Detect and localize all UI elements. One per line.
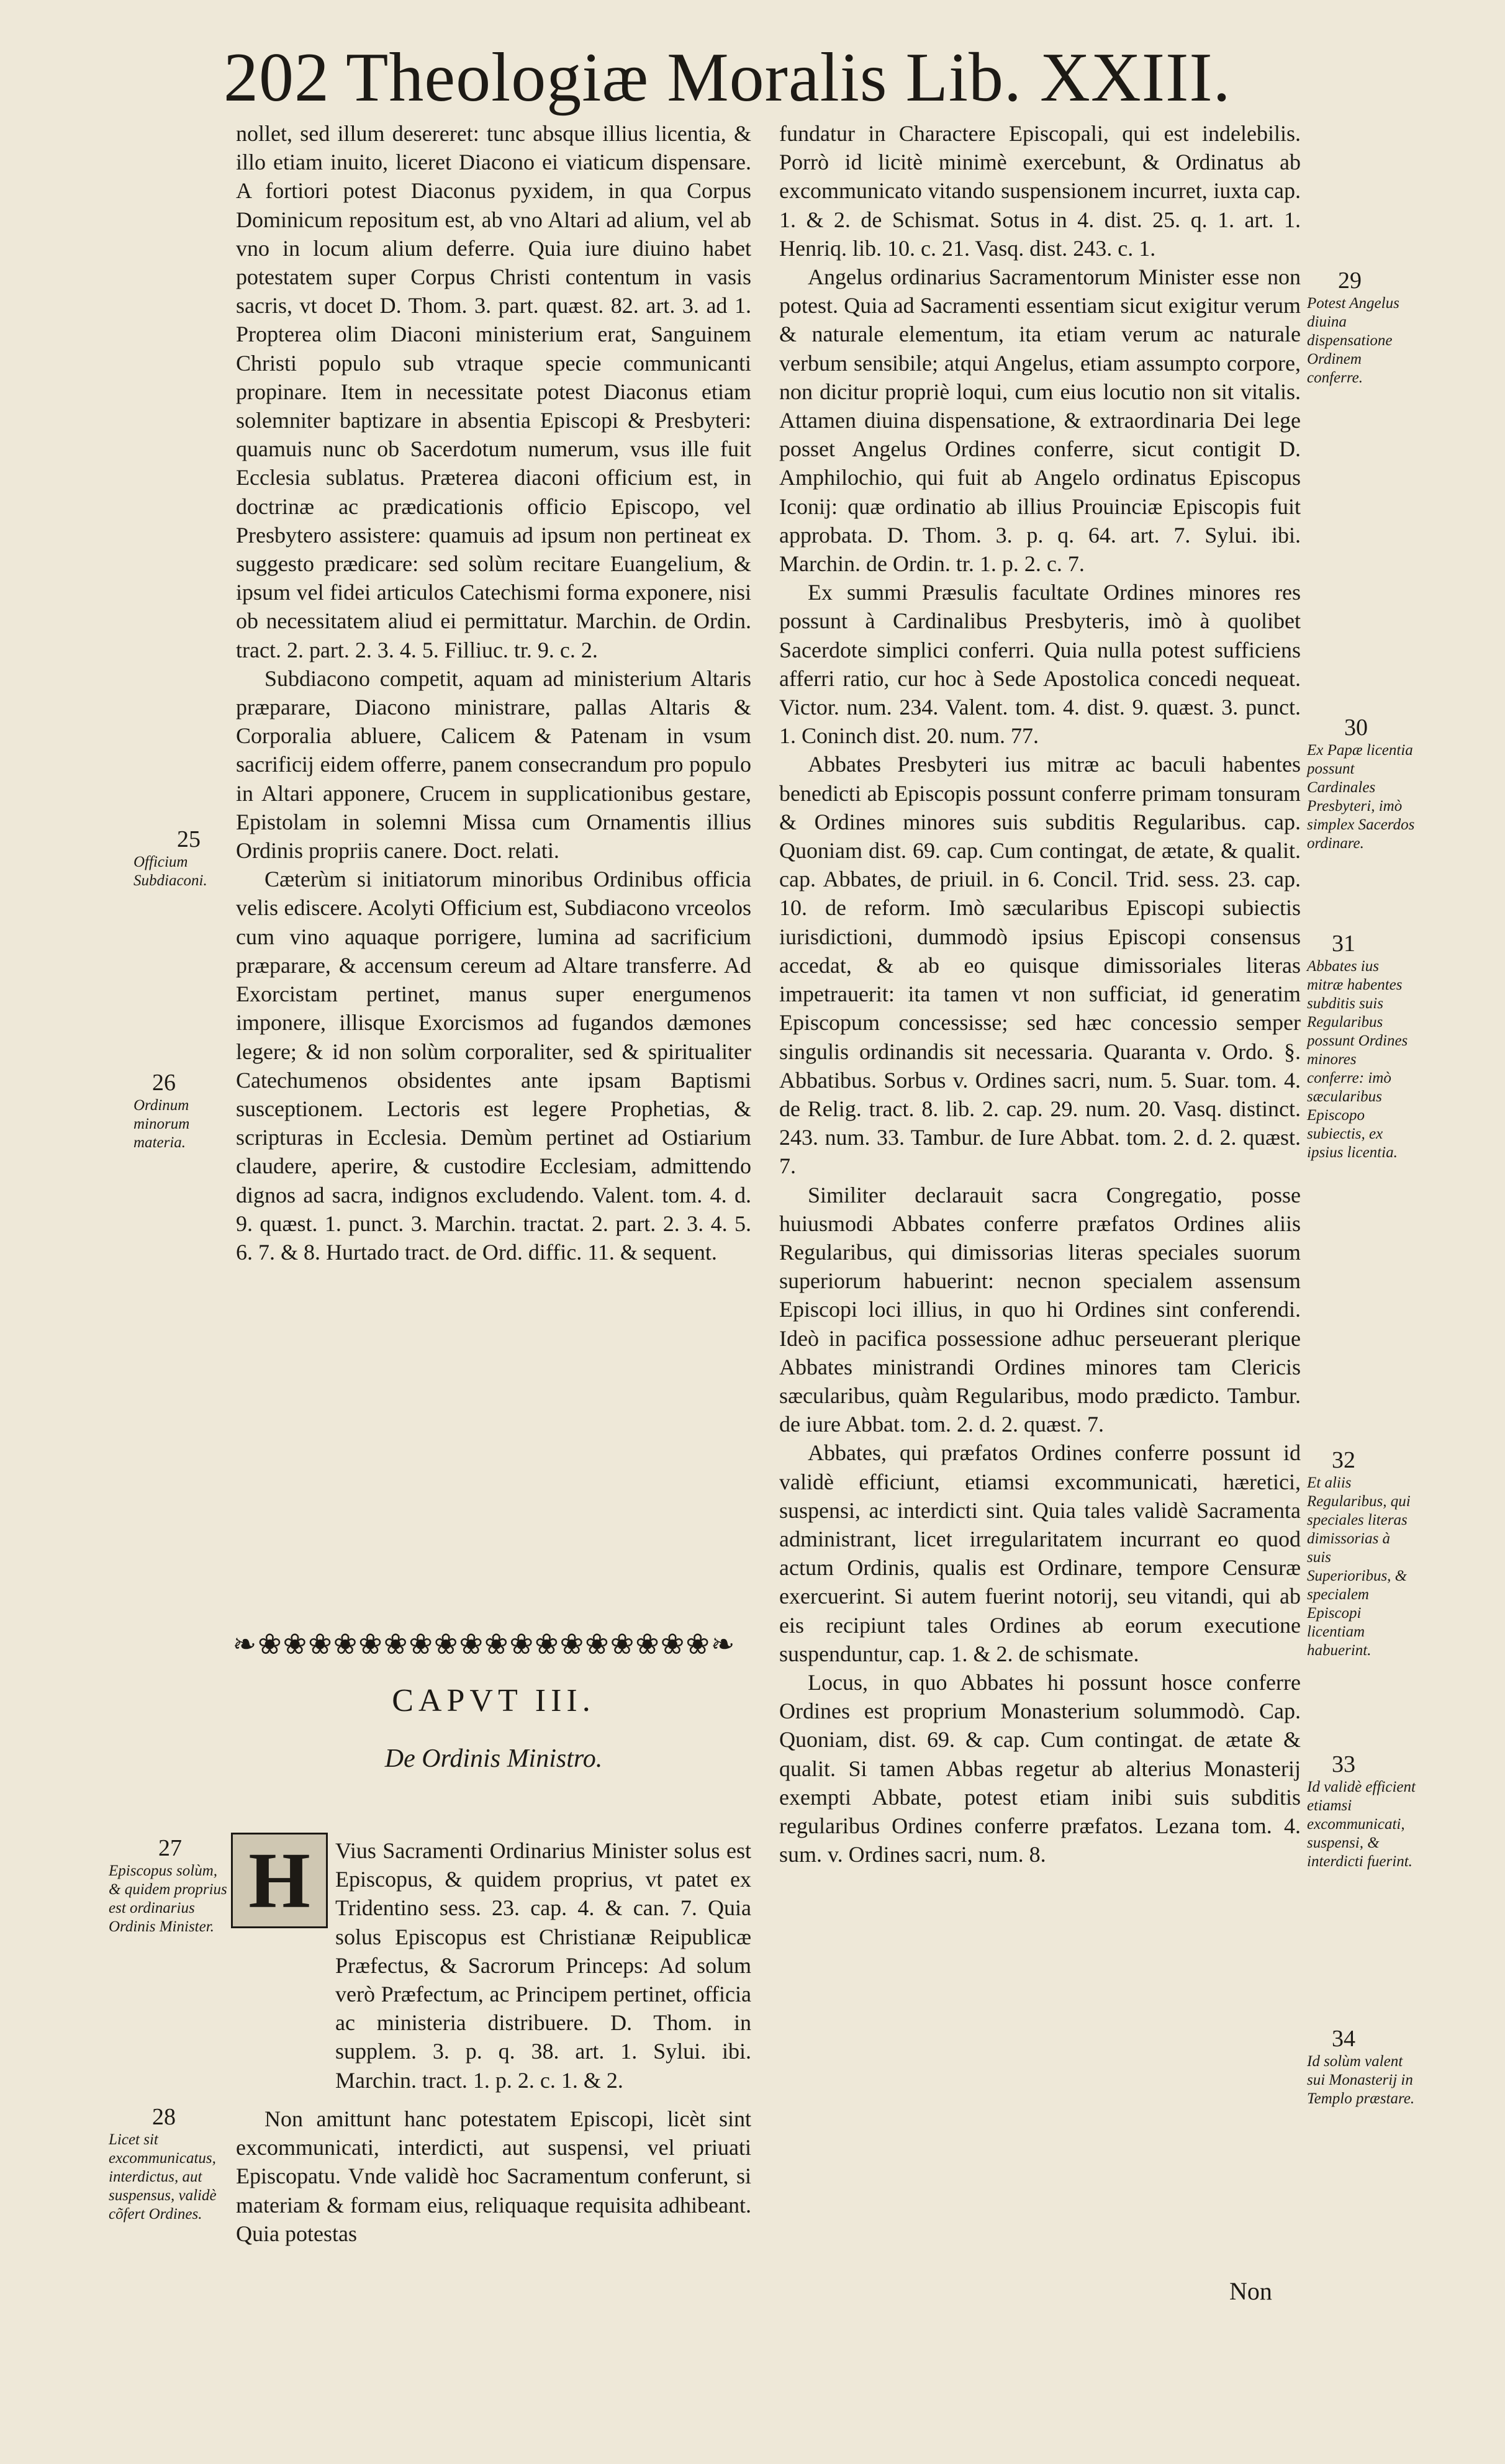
margin-note-32 [1307, 1446, 1416, 1660]
margin-note-34 [1307, 2025, 1416, 2108]
section-number: 25 [177, 826, 201, 852]
section-number: 34 [1332, 2026, 1355, 2052]
margin-note-text: Id validè efficient etiamsi excommunicati, suspensi, & interdicti fuerint. [1307, 1779, 1416, 1870]
margin-note-text: Ordinum minorum materia. [133, 1097, 190, 1151]
margin-note-text: Episcopus solùm, & quidem proprius est ordinarius Ordinis Minister. [109, 1862, 227, 1935]
paragraph-34: Locus, in quo Abbates hi possunt hosce conferre Ordines est proprium Monasterium solummodò. Cap. Quoniam, dist. 69. & cap. Cum contingat. de ætate & qualit. Si tamen Abbas regetur ab alterius Monasterij exempti Abbate, potest etiam inibi suis subditis regularibus Ordines conferre præfatos. Lezana tom. 4. sum. v. Ordines sacri, num. 8. [779, 1669, 1301, 1867]
section-number: 33 [1332, 1751, 1355, 1777]
margin-note-25 [133, 826, 233, 890]
paragraph-28 [236, 2105, 751, 2248]
margin-note-27 [109, 1834, 233, 1936]
margin-note-text: Potest Angelus diuina dispensatione Ordinem conferre. [1307, 295, 1399, 386]
paragraph-33: Abbates, qui præfatos Ordines conferre possunt id validè efficiunt, etiamsi excommunicati, hæretici, suspensi, ac interdicti sint. Quia tales validè Sacramenta administrant, licet irregularitatem incurrant eo quod actum Ordinis, qualis est Ordinare, tempore Censuræ exercuerint. Si autem fuerint notorij, seu vitandi, qui ab eis recipiunt tales Ordines ab eorum executione suspenduntur, cap. 1. & 2. de schismate. [779, 1440, 1301, 1666]
left-text-column [236, 119, 751, 1266]
decorative-ornament-row: ❧❀❀❀❀❀❀❀❀❀❀❀❀❀❀❀❀❀❀❧ [232, 1627, 736, 1661]
margin-note-text: Et aliis Regularibus, qui speciales literas dimissorias à suis Superioribus, & specialem Episcopi licentiam habuerint. [1307, 1474, 1411, 1659]
catchword: Non [1229, 2277, 1272, 2305]
margin-note-text: Licet sit excommunicatus, interdictus, aut suspensus, validè cõfert Ordines. [109, 2131, 217, 2223]
margin-note-28 [109, 2103, 233, 2224]
page-number: 202 [224, 39, 330, 116]
margin-note-26 [133, 1069, 233, 1152]
margin-note-30 [1307, 714, 1416, 853]
section-number: 30 [1344, 715, 1368, 741]
section-number: 28 [152, 2104, 176, 2130]
paragraph-29: Angelus ordinarius Sacramentorum Minister esse non potest. Quia ad Sacramenti essentiam sicut exigitur verum & naturale elementum, ita etiam verum ac naturale verbum sensibile; atqui Angelus, etiam assumpto corpore, non dicitur propriè loqui, cum eius locutio non sit vitalis. Attamen diuina dispensatione, & extraordinaria Dei lege posset Angelus Ordines conferre, sicut contigit D. Amphilochio, qui fuit ab Angelo ordinatus Episcopus Iconij: quæ ordinatio ab illius Prouinciæ Episcopis fuit approbata. D. Thom. 3. p. q. 64. art. 7. Sylui. ibi. Marchin. de Ordin. tr. 1. p. 2. c. 7. [779, 264, 1301, 577]
margin-note-29 [1307, 267, 1416, 387]
section-number: 31 [1332, 931, 1355, 957]
margin-note-31 [1307, 930, 1416, 1162]
paragraph-25: Subdiacono competit, aquam ad ministerium Altaris præparare, Diacono ministrare, pallas Altaris & Corporalia abluere, Calicem & Patenam in vsum sacrificij eidem offerre, panem consecrandum pro populo in Altari apponere, Crucem in supplicationibus gestare, Epistolam in solemni Missa cum Ornamentis illius Ordinis propriis canere. Doct. relati. [236, 666, 751, 864]
paragraph-28-text: Non amittunt hanc potestatem Episcopi, licèt sint excommunicati, interdicti, aut suspensi, vel priuati Episcopatu. Vnde validè hoc Sacramentum conferunt, si materiam & formam eius, reliquaque requisita adhibeant. Quia potestas [236, 2106, 751, 2246]
dropcap-initial: H [231, 1833, 328, 1928]
running-header [224, 37, 1279, 118]
section-number: 27 [158, 1835, 182, 1861]
margin-note-text: Officium Subdiaconi. [133, 854, 207, 889]
margin-note-text: Id solùm valent sui Monasterij in Templo præstare. [1307, 2053, 1415, 2107]
chapter-subtitle: De Ordinis Ministro. [384, 1744, 603, 1773]
paragraph-30: Ex summi Præsulis facultate Ordines minores res possunt à Cardinalibus Presbyteris, imò à quolibet Sacerdote simplici conferri. Quia nulla potest sufficiens afferri ratio, cur hoc à Sede Apostolica concedi nequeat. Victor. num. 234. Valent. tom. 4. dist. 9. quæst. 3. punct. 1. Coninch dist. 20. num. 77. [779, 580, 1301, 749]
paragraph-27-text: Vius Sacramenti Ordinarius Minister solus est Episcopus, & quidem proprius, vt patet ex Tridentino sess. 23. cap. 4. & can. 7. Quia solus Episcopus est Christianæ Reipublicæ Præfectus, & Sacrorum Princeps: Ad solum verò Præfectum, ac Principem pertinet, officia ac ministeria distribuere. D. Thom. in supplem. 3. p. q. 38. art. 1. Sylui. ibi. Marchin. tract. 1. p. 2. c. 1. & 2. [335, 1838, 751, 2093]
margin-note-text: Abbates ius mitræ habentes subditis suis Regularibus possunt Ordines minores conferre: imò sæcularibus Episcopo subiectis, ex ipsius licentia. [1307, 958, 1408, 1161]
right-text-column [779, 119, 1301, 1869]
paragraph-26: Cæterùm si initiatorum minoribus Ordinibus officia velis ediscere. Acolyti Officium est, Subdiacono vrceolos cum vino aquaque porrigere, lumina ad sacrificium præparare, & accensum cereum ad Altare transferre. Ad Exorcistam pertinet, manus super energumenos imponere, illisque Exorcismos ad fugandos dæmones legere; & id non solùm corporaliter, sed & spiritualiter Catechumenos obsidentes ante ipsam Baptismi susceptionem. Lectoris est legere Prophetias, & scripturas in Ecclesia. Demùm pertinet ad Ostiarium claudere, aperire, & custodire Ecclesiam, admittendo dignos ad sacra, indignos excludendo. Valent. tom. 4. d. 9. quæst. 1. punct. 3. Marchin. tractat. 2. part. 2. 3. 4. 5. 6. 7. & 8. Hurtado tract. de Ord. diffic. 11. & sequent. [236, 867, 751, 1265]
paragraph-32: Similiter declarauit sacra Congregatio, posse huiusmodi Abbates conferre præfatos Ordines aliis Regularibus, qui dimissorias literas speciales suorum superiorum habuerint: necnon specialem assensum Episcopi loci illius, in quo hi Ordines sint conferendi. Ideò in pacifica possessione adhuc perseuerant plerique Abbates ministrandi Ordines minores tam Clericis sæcularibus, quàm Regularibus, modo prædicto. Tambur. de iure Abbat. tom. 2. d. 2. quæst. 7. [779, 1182, 1301, 1437]
section-number: 26 [152, 1070, 176, 1096]
chapter-title: CAPVT III. [392, 1683, 595, 1718]
margin-note-text: Ex Papæ licentia possunt Cardinales Presbyteri, imò simplex Sacerdos ordinare. [1307, 742, 1415, 852]
paragraph-28-continued: fundatur in Charactere Episcopali, qui est indelebilis. Porrò id licitè minimè exercebunt, & Ordinatus ab excommunicato vitando suspensionem incurret, iuxta cap. 1. & 2. de Schismat. Sotus in 4. dist. 25. q. 1. art. 1. Henriq. lib. 10. c. 21. Vasq. dist. 243. c. 1. [779, 121, 1301, 261]
running-title: Theologiæ Moralis Lib. XXIII. [346, 39, 1231, 116]
paragraph-31: Abbates Presbyteri ius mitræ ac baculi habentes benedicti ab Episcopis possunt conferre primam tonsuram & Ordines minores suis subditis Regularibus. cap. Quoniam dist. 69. cap. Cum contingat, de ætate, & qualit. cap. Abbates, de priuil. in 6. Concil. Trid. sess. 23. cap. 10. de reform. Imò sæcularibus Episcopi subiectis iurisdictioni, dummodò ipsius Episcopi consensus accedat, & ab eo quisque dimissoriales literas impetrauerit: ita tamen vt non sufficiat, id generatim Episcopum concessisse; sed hæc concessio semper singulis ordinandis sit necessaria. Quaranta v. Ordo. §. Abbatibus. Sorbus v. Ordines sacri, num. 5. Suar. tom. 4. de Relig. tract. 8. lib. 2. cap. 29. num. 20. Vasq. distinct. 243. num. 33. Tambur. de Iure Abbat. tom. 2. d. 2. quæst. 7. [779, 752, 1301, 1179]
section-number: 32 [1332, 1447, 1355, 1473]
paragraph-27 [335, 1836, 751, 2093]
section-number: 29 [1338, 268, 1362, 294]
margin-note-33 [1307, 1751, 1416, 1871]
paragraph-24-continued: nollet, sed illum desereret: tunc absque illius licentia, & illo etiam inuito, liceret Diacono ei viaticum dispensare. A fortiori potest Diaconus pyxidem, in qua Corpus Dominicum repositum est, ab vno Altari ad alium, vel ab vno in locum alium deferre. Quia iure diuino habet potestatem super Corpus Christi contentum in vasis sacris, vt docet D. Thom. 3. part. quæst. 82. art. 3. ad 1. Propterea olim Diaconi ministerium erat, Sanguinem Christi populo sub vtraque specie communicanti propinare. Item in necessitate potest Diaconus etiam solemniter baptizare in absentia Episcopi & Presbyteri: quamuis nunc ob Sacerdotum numerum, vsus ille fuit Ecclesia sublatus. Præterea diaconi officium est, in doctrinæ ac prædicationis officio Episcopo, vel Presbytero assistere: quamuis ad ipsum non pertineat ex suggesto prædicare: sed solùm recitare Euangelium, & ipsum vel fidei articulos Catechismi forma exponere, nisi ob necessitatem aliud ei permittatur. Marchin. de Ordin. tract. 2. part. 2. 3. 4. 5. Filliuc. tr. 9. c. 2. [236, 121, 751, 662]
